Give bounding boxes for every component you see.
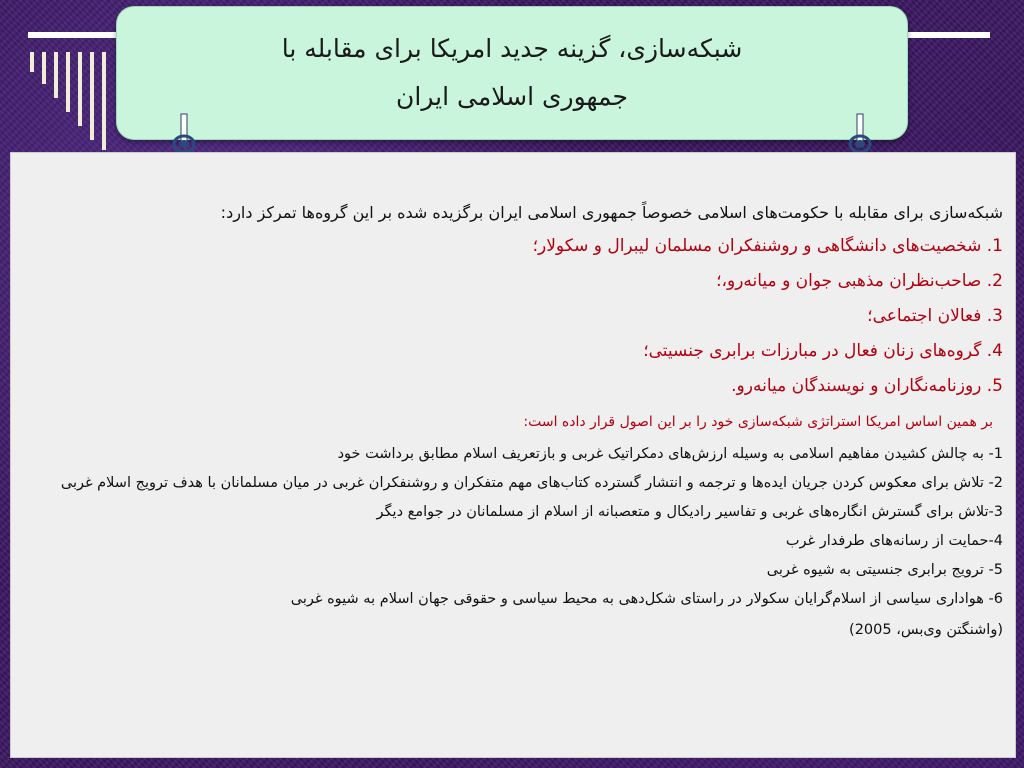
principles-list [19, 440, 1003, 614]
decorative-bar [66, 52, 70, 112]
slide-title [232, 25, 792, 121]
principle-item: 3-تلاش برای گسترش انگاره‌های غربی و تفاسیر رادیکال و متعصبانه از اسلام از مسلمانان در جوامع دیگر [376, 504, 1003, 520]
target-group-item: 5. روزنامه‌نگاران و نویسندگان میانه‌رو. [731, 376, 1003, 396]
slide-title-line-2: جمهوری اسلامی ایران [396, 82, 628, 111]
principle-item: 6- هواداری سیاسی از اسلام‌گرایان سکولار در راستای شکل‌دهی به محیط سیاسی و حقوقی جهان اسلام به شیوه غربی [290, 591, 1003, 607]
target-group-item: 4. گروه‌های زنان فعال در مبارزات برابری جنسیتی؛ [643, 341, 1003, 361]
pushpin-icon [848, 112, 872, 156]
principle-item: 1- به چالش کشیدن مفاهیم اسلامی به وسیله ارزش‌های دمکراتیک غربی و بازتعریف اسلام مطابق برداشت خود [337, 446, 1003, 462]
target-group-item: 1. شخصیت‌های دانشگاهی و روشنفکران مسلمان لیبرال و سکولار؛ [532, 236, 1003, 256]
target-groups-list [19, 229, 1003, 404]
principle-item: 5- ترویج برابری جنسیتی به شیوه غربی [766, 562, 1003, 578]
slide-title-line-1: شبکه‌سازی، گزینه جدید امریکا برای مقابله با [281, 34, 743, 63]
pushpin-icon [172, 112, 196, 156]
slide-content [11, 153, 1015, 646]
slide-title-box [116, 6, 908, 140]
principles-intro: بر همین اساس امریکا استراتژی شبکه‌سازی خود را بر این اصول قرار داده است: [523, 414, 993, 430]
decorative-bar [102, 52, 106, 150]
citation: (واشنگتن وی‌بس، 2005) [849, 622, 1003, 638]
principle-item: 2- تلاش برای معکوس کردن جریان ایده‌ها و ترجمه و انتشار گسترده کتاب‌های مهم متفکران و روشنفکران غربی در میان مسلمانان با هدف ترویج اسلام غربی [60, 475, 1003, 491]
decorative-line-left [28, 32, 118, 38]
decorative-line-right [908, 32, 990, 38]
decorative-bar [42, 52, 46, 84]
target-group-item: 2. صاحب‌نظران مذهبی جوان و میانه‌رو،؛ [716, 271, 1003, 291]
decorative-bar [54, 52, 58, 98]
decorative-bar [90, 52, 94, 140]
intro-text: شبکه‌سازی برای مقابله با حکومت‌های اسلامی خصوصاً جمهوری اسلامی ایران برگزیده شده بر این گروه‌ها تمرکز دارد: [220, 203, 1003, 222]
slide-content-box [10, 152, 1016, 758]
target-group-item: 3. فعالان اجتماعی؛ [867, 306, 1003, 326]
decorative-bar [30, 52, 34, 72]
principle-item: 4-حمایت از رسانه‌های طرفدار غرب [785, 533, 1003, 549]
decorative-bar [78, 52, 82, 126]
